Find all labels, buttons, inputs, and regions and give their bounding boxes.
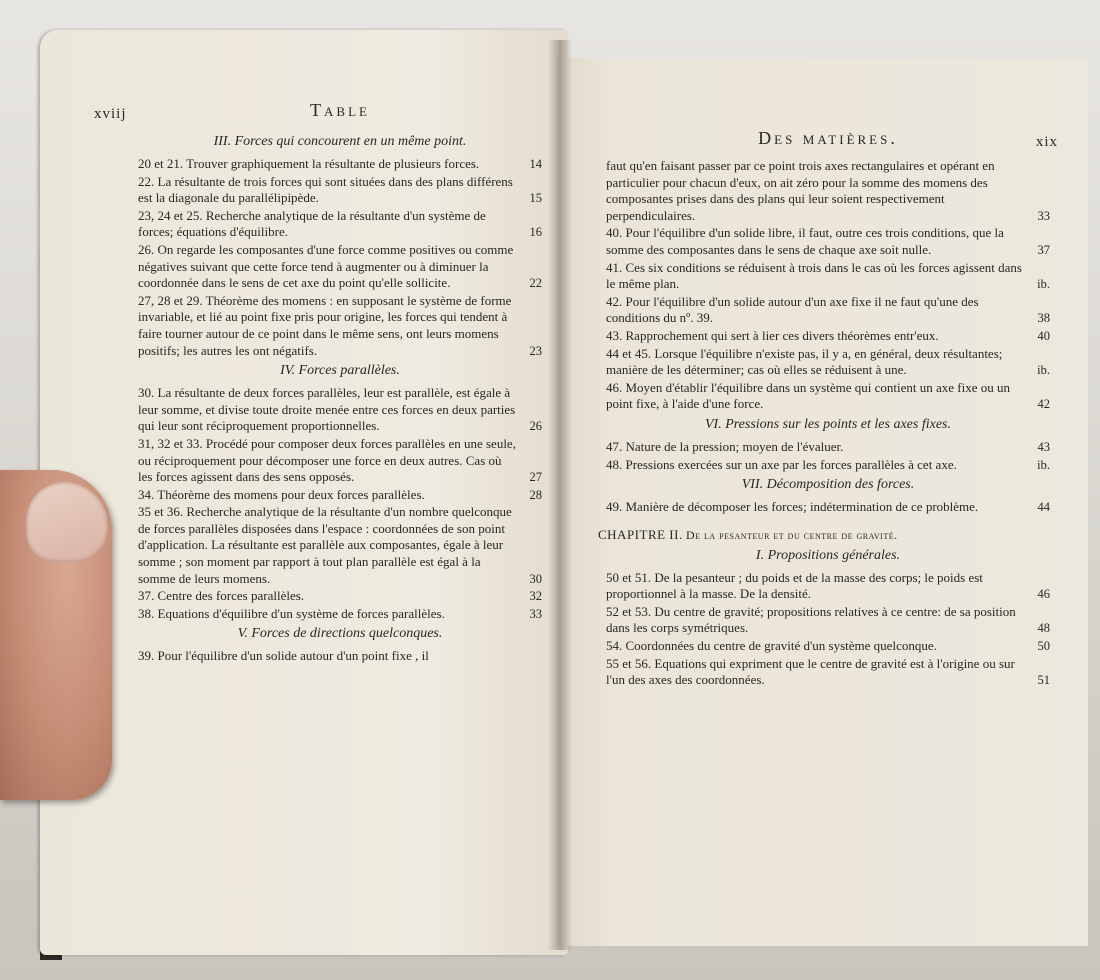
toc-entry-text: 37. Centre des forces parallèles. bbox=[138, 588, 305, 604]
section-heading-text: IV. Forces parallèles. bbox=[280, 363, 400, 379]
toc-entry-text: 31, 32 et 33. Procédé pour composer deux forces parallèles en une seule, ou réciproquement pour décomposer une force en deux autres. Cas où les forces agissent dans des sens opposés. bbox=[138, 435, 516, 485]
section-heading bbox=[138, 134, 542, 150]
toc-entry bbox=[138, 208, 542, 241]
left-header bbox=[94, 100, 542, 130]
toc-entry-page: 50 bbox=[1037, 639, 1050, 654]
toc-entry-page: 48 bbox=[1037, 621, 1050, 636]
toc-entry-text: 55 et 56. Equations qui expriment que le centre de gravité est à l'origine ou sur l'un des axes des coordonnées. bbox=[606, 655, 1015, 688]
toc-entry bbox=[606, 457, 1050, 474]
toc-entry-page: ib. bbox=[1037, 457, 1050, 472]
toc-entry-page: ib. bbox=[1037, 363, 1050, 378]
section-heading-text: VI. Pressions sur les points et les axes fixes. bbox=[704, 416, 951, 432]
toc-entry bbox=[606, 499, 1050, 516]
section-heading bbox=[606, 417, 1050, 433]
chapter-heading bbox=[598, 526, 1050, 544]
toc-entry-page: 30 bbox=[529, 571, 542, 586]
chapter-title: De la pesanteur et du centre de gravité. bbox=[685, 527, 898, 542]
toc-entry bbox=[606, 439, 1050, 456]
toc-entry-text: 34. Théorème des momens pour deux forces parallèles. bbox=[138, 486, 425, 502]
section-heading-text: V. Forces de directions quelconques. bbox=[237, 626, 443, 642]
toc-entry-text: 50 et 51. De la pesanteur ; du poids et de la masse des corps; le poids est proportionnel à la masse. De la densité. bbox=[606, 569, 983, 602]
toc-entry-page: 40 bbox=[1037, 328, 1050, 343]
section-heading-text: VII. Décomposition des forces. bbox=[741, 477, 915, 493]
toc-entry-page: 16 bbox=[529, 225, 542, 240]
toc-entry-text: 23, 24 et 25. Recherche analytique de la résultante d'un système de forces; équations d'équilibre. bbox=[138, 207, 486, 240]
toc-entry-text: 47. Nature de la pression; moyen de l'évaluer. bbox=[606, 438, 844, 454]
toc-entry-page: 27 bbox=[529, 470, 542, 485]
toc-entry-text: 41. Ces six conditions se réduisent à trois dans le cas où les forces agissent dans le même plan. bbox=[606, 259, 1022, 292]
toc-entry-text: 35 et 36. Recherche analytique de la résultante d'un nombre quelconque de forces parallèles disposées dans l'espace : coordonnées de son point d'application. La résultante est parallèle aux composantes, égale à leur somme ; son moment par rapport à tout plan parallèle est égal à la somme de leurs momens. bbox=[138, 504, 512, 586]
toc-entry bbox=[606, 656, 1050, 689]
right-page-number: xix bbox=[1035, 134, 1058, 150]
chapter-label: CHAPITRE II. bbox=[598, 526, 683, 542]
toc-entry-page: 44 bbox=[1037, 500, 1050, 515]
toc-entry bbox=[606, 570, 1050, 603]
toc-entry-page: 33 bbox=[529, 606, 542, 621]
toc-entry bbox=[606, 604, 1050, 637]
toc-entry-page: 22 bbox=[529, 276, 542, 291]
toc-entry-page: 14 bbox=[529, 157, 542, 171]
toc-entry bbox=[138, 293, 542, 359]
right-page bbox=[556, 58, 1088, 946]
toc-entry-page: 32 bbox=[529, 589, 542, 604]
toc-entry-text: 40. Pour l'équilibre d'un solide libre, il faut, outre ces trois conditions, que la somme des composantes dans le sens de chaque axe soit nulle. bbox=[606, 225, 1004, 257]
toc-entry bbox=[606, 380, 1050, 413]
toc-entry-text: 27, 28 et 29. Théorème des momens : en supposant le système de forme invariable, et lié au point fixe pris pour origine, les forces qui tendent à faire tourner autour de ce point dans le même sens, ont leurs momens positifs; les autres les ont négatifs. bbox=[138, 292, 512, 358]
toc-entry bbox=[606, 158, 1050, 224]
right-header bbox=[606, 128, 1058, 158]
toc-entry bbox=[138, 174, 542, 207]
toc-entry bbox=[606, 260, 1050, 293]
toc-entry bbox=[606, 328, 1050, 345]
toc-entry-text: 38. Equations d'équilibre d'un système de forces parallèles. bbox=[138, 605, 445, 621]
toc-entry-page: ib. bbox=[1037, 277, 1050, 292]
left-page-number: xviij bbox=[94, 106, 127, 122]
chapter-toc bbox=[606, 548, 1050, 689]
toc-entry-text: 30. La résultante de deux forces parallèles, leur est parallèle, est égale à leur somme, et divise toute droite menée entre ces forces en deux parties qui leur sont réciproquement proportionnelles. bbox=[138, 385, 516, 434]
toc-entry-page: 38 bbox=[1037, 311, 1050, 326]
book-gutter bbox=[548, 40, 572, 950]
toc-entry-page: 43 bbox=[1037, 439, 1050, 454]
toc-entry-text: 49. Manière de décomposer les forces; indétermination de ce problème. bbox=[606, 499, 979, 515]
toc-entry bbox=[138, 504, 542, 587]
toc-entry-page: 46 bbox=[1037, 587, 1050, 602]
section-heading bbox=[138, 363, 542, 379]
toc-entry bbox=[138, 385, 542, 435]
toc-entry-page: 23 bbox=[529, 343, 542, 358]
toc-entry-text: 44 et 45. Lorsque l'équilibre n'existe pas, il y a, en général, deux résultantes; manière de les déterminer; cas où elles se réduisent à une. bbox=[606, 345, 1003, 378]
toc-entry bbox=[606, 638, 1050, 655]
toc-entry-text: 26. On regarde les composantes d'une force comme positives ou comme négatives suivant que cette force tend à augmenter ou à diminuer la coordonnée dans le sens de cet axe du point qu'elle sollicite. bbox=[138, 241, 514, 291]
toc-entry-page: 26 bbox=[529, 419, 542, 434]
toc-entry-text: faut qu'en faisant passer par ce point trois axes rectangulaires et opérant en particulier pour chacun d'eux, on ait zéro pour la somme des momens des composantes prises dans des plans qui leur soient respectivement perpendiculaires. bbox=[606, 158, 995, 223]
section-heading bbox=[138, 626, 542, 642]
right-header-title: Des matières. bbox=[758, 128, 898, 148]
right-toc bbox=[606, 158, 1050, 516]
toc-entry bbox=[138, 242, 542, 292]
toc-entry-text: 52 et 53. Du centre de gravité; propositions relatives à ce centre: de sa position dans les corps symétriques. bbox=[606, 603, 1016, 636]
toc-entry-page: 51 bbox=[1037, 673, 1050, 688]
toc-entry-page: 42 bbox=[1037, 397, 1050, 412]
toc-entry bbox=[138, 648, 542, 665]
toc-entry bbox=[138, 436, 542, 486]
toc-entry bbox=[606, 346, 1050, 379]
toc-entry bbox=[138, 606, 542, 623]
toc-entry-page: 15 bbox=[529, 191, 542, 206]
toc-entry-text: 43. Rapprochement qui sert à lier ces divers théorèmes entr'eux. bbox=[606, 327, 939, 343]
left-toc bbox=[138, 134, 542, 665]
toc-entry-text: 39. Pour l'équilibre d'un solide autour d'un point fixe , il bbox=[138, 648, 429, 664]
toc-entry-page: 33 bbox=[1037, 208, 1050, 223]
left-header-title: Table bbox=[310, 100, 370, 120]
toc-entry bbox=[138, 487, 542, 504]
section-heading-text: I. Propositions générales. bbox=[755, 547, 901, 563]
toc-entry bbox=[606, 225, 1050, 258]
toc-entry-text: 20 et 21. Trouver graphiquement la résultante de plusieurs forces. bbox=[138, 156, 480, 171]
toc-entry-text: 22. La résultante de trois forces qui sont situées dans des plans différens est la diagonale du parallélipipède. bbox=[138, 173, 513, 206]
toc-entry-text: 46. Moyen d'établir l'équilibre dans un système qui contient un axe fixe ou un point fixe, à l'aide d'une force. bbox=[606, 379, 1010, 412]
toc-entry-page: 28 bbox=[529, 487, 542, 502]
toc-entry-text: 54. Coordonnées du centre de gravité d'un système quelconque. bbox=[606, 638, 937, 654]
left-page bbox=[40, 30, 568, 955]
section-heading bbox=[606, 477, 1050, 493]
toc-entry-page: 37 bbox=[1037, 242, 1050, 257]
section-heading-text: III. Forces qui concourent en un même point. bbox=[213, 134, 467, 149]
toc-entry bbox=[138, 156, 542, 173]
toc-entry-text: 42. Pour l'équilibre d'un solide autour d'un axe fixe il ne faut qu'une des conditions du nº. 39. bbox=[606, 293, 979, 326]
toc-entry bbox=[606, 294, 1050, 327]
toc-entry bbox=[138, 588, 542, 605]
section-heading bbox=[606, 548, 1050, 564]
toc-entry-text: 48. Pressions exercées sur un axe par les forces parallèles à cet axe. bbox=[606, 456, 957, 472]
